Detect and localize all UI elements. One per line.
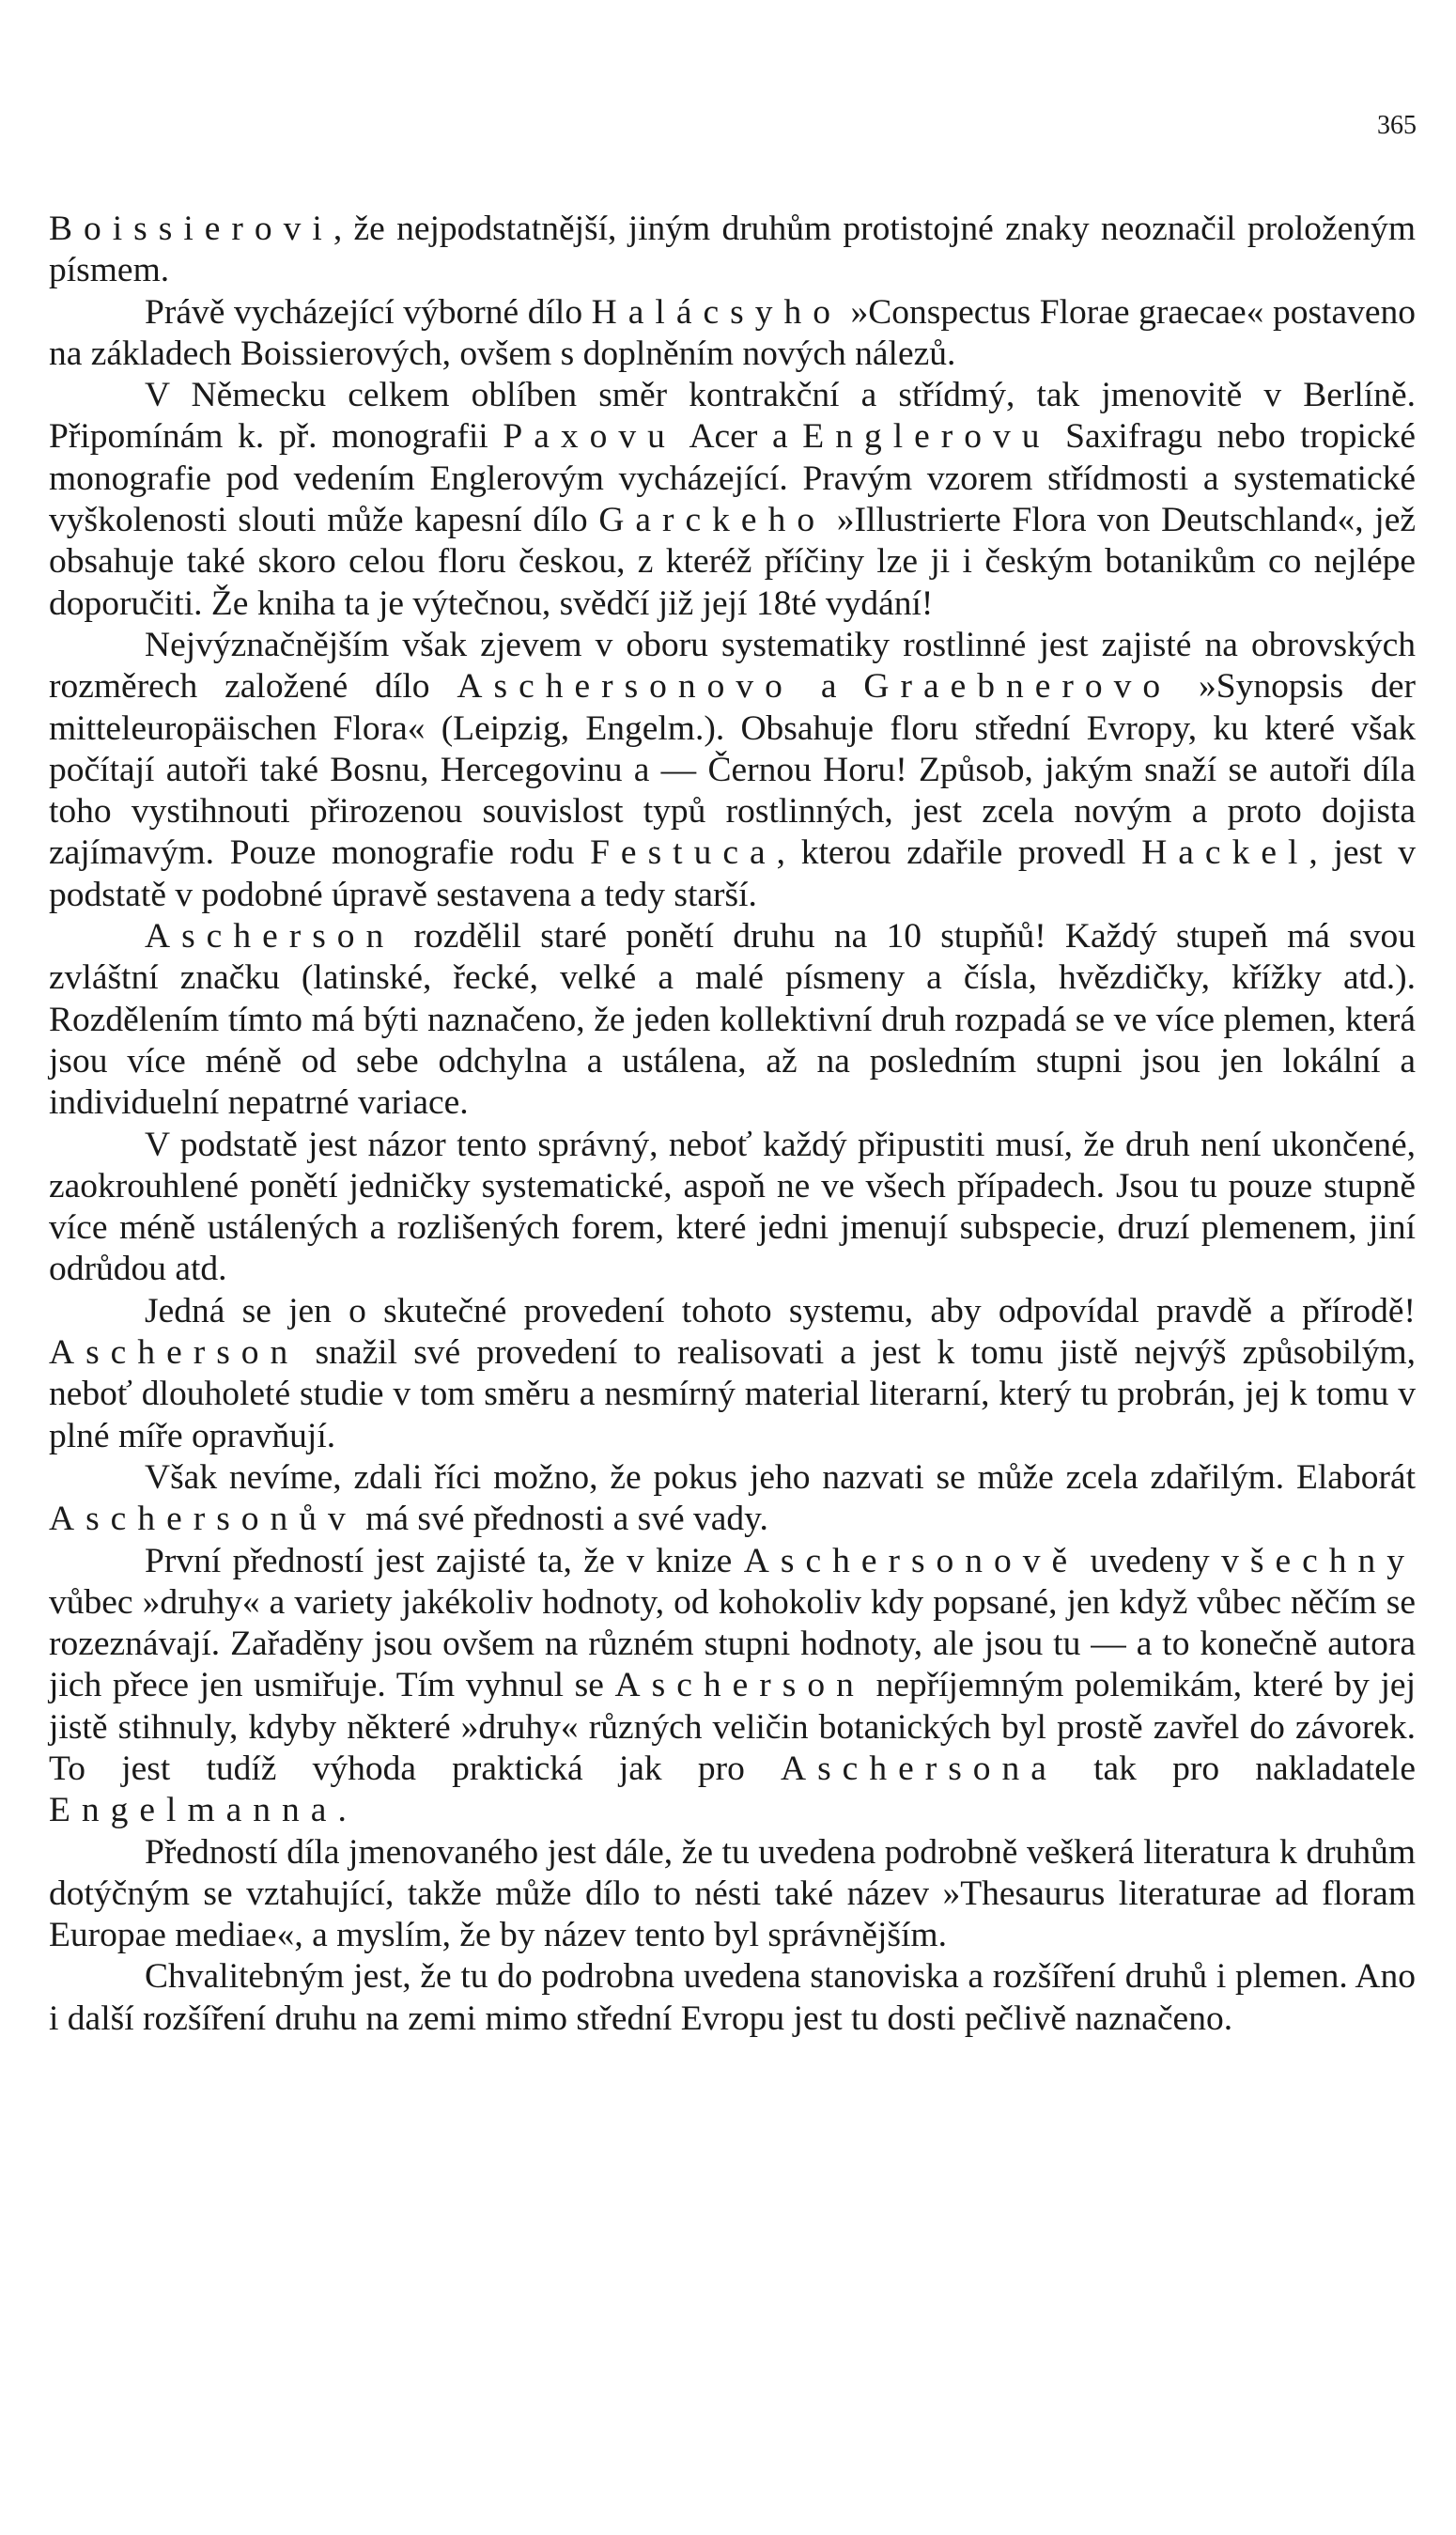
spaced-name: Ascherson	[145, 917, 395, 956]
spaced-name: Hackel	[1141, 833, 1309, 873]
text-segment: »Synopsis der mitteleuropäischen Flora« (Leipzig, Engelm.). Obsahuje floru střední Evropy, ku které však počítají autoři také Bosnu, Hercegovinu a — Černou Horu! Způsob, jakým snaží se autoři díla toho vystihnouti přirozenou souvislost typů rostlinných, jest zcela novým a proto dojista zajímavým. Pouze monografie rodu	[49, 667, 1417, 873]
text-segment: Však nevíme, zdali říci možno, že pokus jeho nazvati se může zcela zdařilým. Elaborát	[145, 1457, 1416, 1497]
spaced-name: všechny	[1221, 1541, 1416, 1580]
paragraph	[49, 1125, 1416, 1291]
paragraph	[49, 292, 1416, 376]
text-segment: Acer a	[675, 417, 803, 457]
paragraph	[49, 1457, 1416, 1541]
text-segment: Jedná se jen o skutečné provedení tohoto systemu, aby odpovídal pravdě a přírodě!	[145, 1291, 1416, 1330]
text-segment: Saxifragu nebo tropické monografie pod vedením Englerovým vycházející. Pravým vzorem střídmosti a systematické vyškolenosti slouti může kapesní dílo	[49, 417, 1417, 540]
text-segment: V Německu celkem oblíben směr kontrakční a střídmý, tak jmenovitě v Berlíně. Připomínám k. př. monografii	[49, 376, 1416, 457]
spaced-name: Aschersona	[781, 1749, 1058, 1788]
text-segment: V podstatě jest názor tento správný, neboť každý připustiti musí, že druh není ukončené, zaokrouhlené ponětí jedničky systematické, aspoň ne ve všech případech. Jsou tu pouze stupně více méně ustálených a rozlišených forem, které jedni jmenují subspecie, druzí plemenem, jiní odrůdou atd.	[49, 1125, 1416, 1289]
text-segment: vůbec »druhy« a variety jakékoliv hodnoty, od kohokoliv kdy popsané, jen když vůbec něčím se rozeznávají. Zařaděny jsou ovšem na různém stupni hodnoty, ale jsou tu — a to konečně autora jich přece jen usmiřuje. Tím vyhnul se	[49, 1582, 1416, 1705]
text-segment: , kterou zdařile provedl	[776, 833, 1142, 873]
page-number: 365	[1377, 111, 1417, 140]
spaced-name: Aschersonově	[743, 1541, 1079, 1580]
paragraph	[49, 625, 1416, 916]
text-segment: snažil své provedení to realisovati a jest k tomu jistě nejvýš způsobilým, neboť dlouholeté studie v tom směru a nesmírný material literarní, který tu probrán, jej k tomu v plné míře opravňují.	[49, 1333, 1416, 1455]
spaced-name: Halácsyho	[591, 292, 842, 332]
text-segment: tak pro nakladatele	[1057, 1749, 1416, 1788]
text-segment: První předností jest zajisté ta, že v knize	[145, 1541, 744, 1580]
body-text	[49, 209, 1416, 2040]
text-segment: , jest v podstatě v podobné úpravě sestavena a tedy starší.	[49, 833, 1417, 914]
paragraph	[49, 1291, 1416, 1457]
spaced-name: Ascherson	[49, 1333, 300, 1373]
spaced-name: Paxovu	[503, 417, 676, 457]
spaced-name: Festuca	[590, 833, 777, 873]
paragraph	[49, 375, 1416, 625]
text-segment: a	[793, 667, 864, 707]
paragraph	[49, 1541, 1416, 1832]
spaced-name: Boissierovi	[49, 210, 333, 248]
text-segment: uvedeny	[1078, 1541, 1222, 1580]
text-segment: Nejvýznačnějším však zjevem v oboru systematiky rostlinné jest zajisté na obrovských rozměrech založené dílo	[49, 625, 1416, 707]
text-segment: .	[337, 1791, 347, 1830]
text-segment: rozdělil staré ponětí druhu na 10 stupňů! Každý stupeň má svou zvláštní značku (latinské, řecké, velké a malé písmeny a čísla, hvězdičky, křížky atd.). Rozdělením tímto má býti naznačeno, že jeden kollektivní druh rozpadá se ve více plemen, která jsou více méně od sebe odchylna a ustálena, až na posledním stupni jsou jen lokální a individuelní nepatrné variace.	[49, 917, 1416, 1123]
text-segment: »Illustrierte Flora von Deutschland«, jež obsahuje také skoro celou floru českou, z kteréž příčiny lze ji i českým botanikům co nejlépe doporučiti. Že kniha ta je výtečnou, svědčí již její 18té vydání!	[49, 501, 1416, 623]
spaced-name: Aschersonovo	[457, 667, 794, 707]
spaced-name: Aschersonův	[49, 1500, 357, 1539]
spaced-name: Ascherson	[614, 1666, 865, 1705]
spaced-name: Engelmanna	[49, 1791, 338, 1830]
spaced-name: Englerovu	[802, 417, 1051, 457]
text-segment: , že nejpodstatnější, jiným druhům protistojné znaky neoznačil proloženým písmem.	[49, 210, 1416, 290]
spaced-name: Graebnerovo	[863, 667, 1172, 707]
paragraph	[49, 916, 1416, 1124]
text-segment: Předností díla jmenovaného jest dále, že tu uvedena podrobně veškerá literatura k druhům dotýčným se vztahující, takže může dílo to nésti také název »Thesaurus literaturae ad floram Europae mediae«, a myslím, že by název tento byl správnějším.	[49, 1832, 1416, 1955]
text-segment: »Conspectus Florae graecae« postaveno na základech Boissierových, ovšem s doplněním nových nálezů.	[49, 292, 1416, 373]
paragraph	[49, 209, 1416, 292]
paragraph	[49, 1832, 1416, 1957]
text-segment: má své přednosti a své vady.	[356, 1500, 768, 1539]
spaced-name: Garckeho	[598, 501, 827, 540]
text-segment: Chvalitebným jest, že tu do podrobna uvedena stanoviska a rozšíření druhů i plemen. Ano i další rozšíření druhu na zemi mimo střední Evropu jest tu dosti pečlivě naznačeno.	[49, 1957, 1416, 2038]
text-segment: nepříjemným polemikám, které by jej jistě stihnuly, kdyby některé »druhy« různých veličin botanických byl prostě zavřel do závorek. To jest tudíž výhoda praktická jak pro	[49, 1666, 1416, 1788]
text-segment: Právě vycházející výborné dílo	[145, 292, 592, 332]
paragraph	[49, 1956, 1416, 2040]
